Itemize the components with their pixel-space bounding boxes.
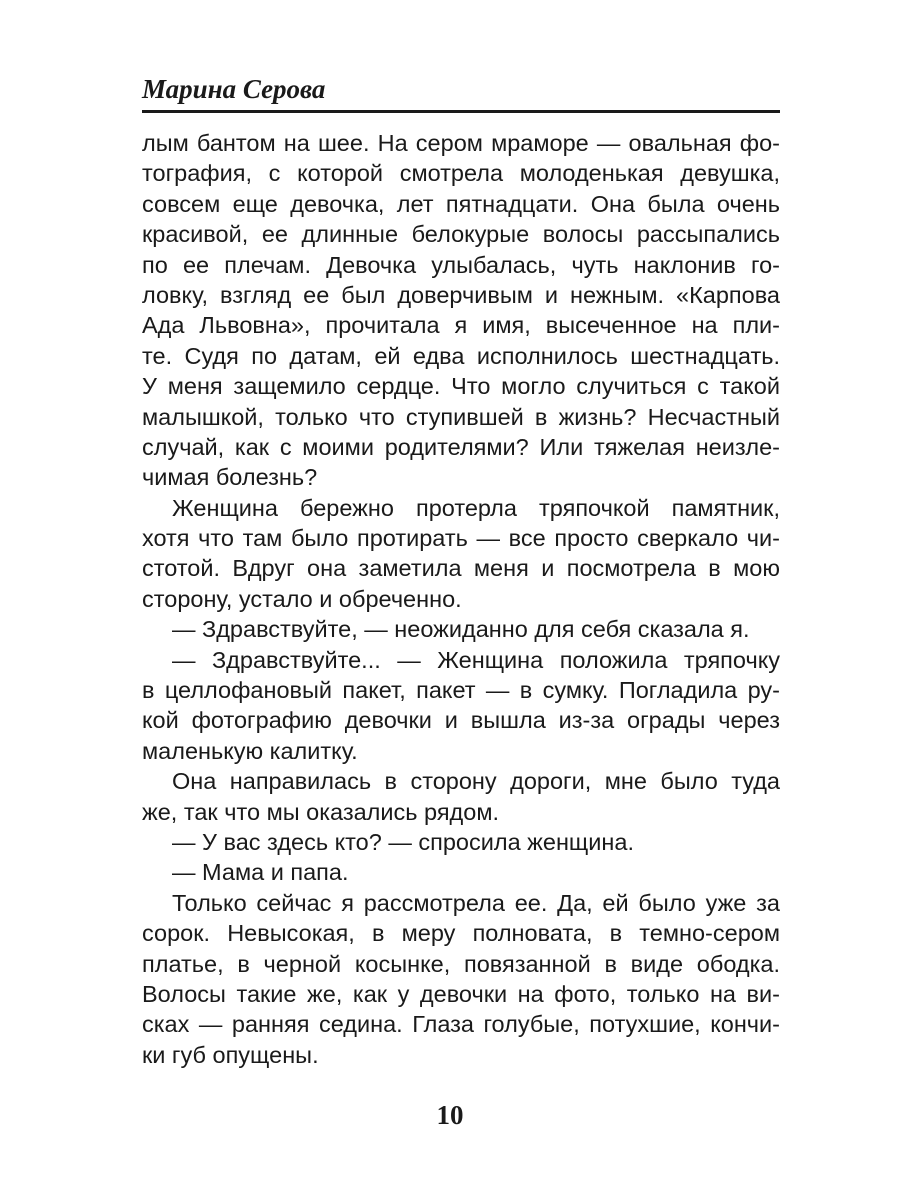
text-line: сках — ранняя седина. Глаза голубые, потухшие, кончи-: [142, 1011, 780, 1038]
text-line: совсем еще девочка, лет пятнадцати. Она была очень: [142, 190, 780, 217]
text-line: малышкой, только что ступившей в жизнь? Несчастный: [142, 403, 780, 430]
text-line: чимая болезнь?: [142, 464, 318, 491]
text-line: — Мама и папа.: [172, 859, 349, 886]
text-line: лым бантом на шее. На сером мраморе — овальная фо-: [142, 130, 780, 156]
text-line: ки губ опущены.: [142, 1041, 319, 1068]
header-rule: [142, 110, 780, 113]
text-line: случай, как с моими родителями? Или тяжелая неизле-: [142, 433, 780, 460]
text-line: — Здравствуйте, — неожиданно для себя сказала я.: [172, 616, 750, 643]
text-line: Ада Львовна», прочитала я имя, высеченное на пли-: [142, 312, 780, 339]
text-line: — Здравствуйте... — Женщина положила тряпочку: [172, 646, 780, 673]
text-line: кой фотографию девочки и вышла из-за ограды через: [142, 707, 780, 734]
text-line: — У вас здесь кто? — спросила женщина.: [172, 828, 634, 855]
text-line: красивой, ее длинные белокурые волосы рассыпались: [142, 221, 780, 248]
text-line: ловку, взгляд ее был доверчивым и нежным. «Карпова: [142, 281, 780, 308]
text-line: Волосы такие же, как у девочки на фото, только на ви-: [142, 980, 780, 1007]
text-line: Только сейчас я рассмотрела ее. Да, ей было уже за: [172, 889, 780, 916]
text-line: платье, в черной косынке, повязанной в виде ободка.: [142, 950, 780, 977]
text-line: сторону, устало и обреченно.: [142, 585, 462, 612]
page-number: 10: [436, 1100, 464, 1130]
text-line: У меня защемило сердце. Что могло случиться с такой: [142, 373, 780, 400]
running-head-author: Марина Серова: [142, 74, 326, 104]
body-text: [142, 128, 780, 1070]
text-line: маленькую калитку.: [142, 737, 358, 764]
text-line: же, так что мы оказались рядом.: [142, 798, 500, 825]
text-line: в целлофановый пакет, пакет — в сумку. Погладила ру-: [142, 677, 780, 704]
text-line: тография, с которой смотрела молоденькая девушка,: [142, 160, 780, 187]
text-line: Женщина бережно протерла тряпочкой памятник,: [172, 494, 780, 521]
text-line: Она направилась в сторону дороги, мне было туда: [172, 768, 780, 795]
text-line: стотой. Вдруг она заметила меня и посмотрела в мою: [142, 555, 780, 582]
text-line: по ее плечам. Девочка улыбалась, чуть наклонив го-: [142, 251, 780, 278]
text-line: те. Судя по датам, ей едва исполнилось шестнадцать.: [142, 342, 780, 369]
text-line: сорок. Невысокая, в меру полновата, в темно-сером: [142, 920, 780, 947]
text-line: хотя что там было протирать — все просто сверкало чи-: [142, 525, 780, 552]
